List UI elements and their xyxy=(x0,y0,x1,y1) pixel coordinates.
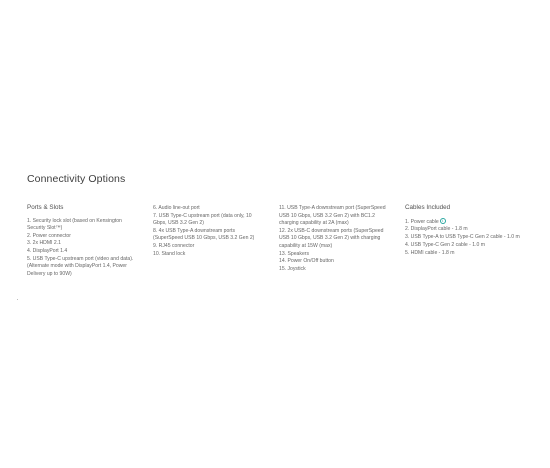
ports-list-1 xyxy=(27,218,139,279)
list-item: 13. Speakers xyxy=(279,250,310,257)
list-item: 6. Audio line-out port xyxy=(153,205,200,211)
ports-column-1 xyxy=(27,204,139,278)
ports-column-3 xyxy=(279,205,391,273)
cables-column xyxy=(405,204,523,258)
list-item: 14. Power On/Off button xyxy=(279,258,334,265)
list-item: 3. 2x HDMI 2.1 xyxy=(27,240,61,247)
ports-list-3 xyxy=(279,205,391,273)
divider-dot xyxy=(17,299,18,300)
list-item: 11. USB Type-A downstream port (SuperSpeed USB 10 Gbps, USB 3.2 Gen 2) with BC1.2 charging capability at 2A (max) xyxy=(279,205,386,227)
list-item: 1. Security lock slot (based on Kensington Security Slot™) xyxy=(27,217,122,232)
list-item: 8. 4x USB Type-A downstream ports (SuperSpeed USB 10 Gbps, USB 3.2 Gen 2) xyxy=(153,227,255,242)
ports-list-2 xyxy=(153,205,263,258)
ports-column-2 xyxy=(153,205,263,258)
list-item: 3. USB Type-A to USB Type-C Gen 2 cable - 1.0 m xyxy=(405,234,520,241)
info-circle-icon[interactable]: i xyxy=(440,218,446,224)
section-title: Connectivity Options xyxy=(27,173,126,185)
cables-list xyxy=(405,218,523,258)
list-item: 12. 2x USB-C downstream ports (SuperSpeed USB 10 Gbps, USB 3.2 Gen 2) with charging capability at 15W (max) xyxy=(279,227,384,249)
list-item: 10. Stand lock xyxy=(153,250,186,257)
cables-heading: Cables Included xyxy=(405,204,451,211)
ports-heading: Ports & Slots xyxy=(27,204,64,211)
list-item: 7. USB Type-C upstream port (data only, 10 Gbps, USB 3.2 Gen 2) xyxy=(153,212,252,227)
list-item: 15. Joystick xyxy=(279,265,306,272)
list-item xyxy=(405,218,523,227)
list-item: 5. USB Type-C upstream port (video and data). (Alternate mode with DisplayPort 1.4, Power Delivery up to 90W) xyxy=(27,255,134,277)
list-item: 2. DisplayPort cable - 1.8 m xyxy=(405,226,468,233)
list-item: 9. RJ45 connector xyxy=(153,242,195,249)
list-item: 4. DisplayPort 1.4 xyxy=(27,247,68,254)
list-item: 2. Power connector xyxy=(27,232,71,239)
list-item: 5. HDMI cable - 1.8 m xyxy=(405,249,455,256)
list-item: 4. USB Type-C Gen 2 cable - 1.0 m xyxy=(405,241,486,248)
cable-item-label: 1. Power cable xyxy=(405,218,439,225)
